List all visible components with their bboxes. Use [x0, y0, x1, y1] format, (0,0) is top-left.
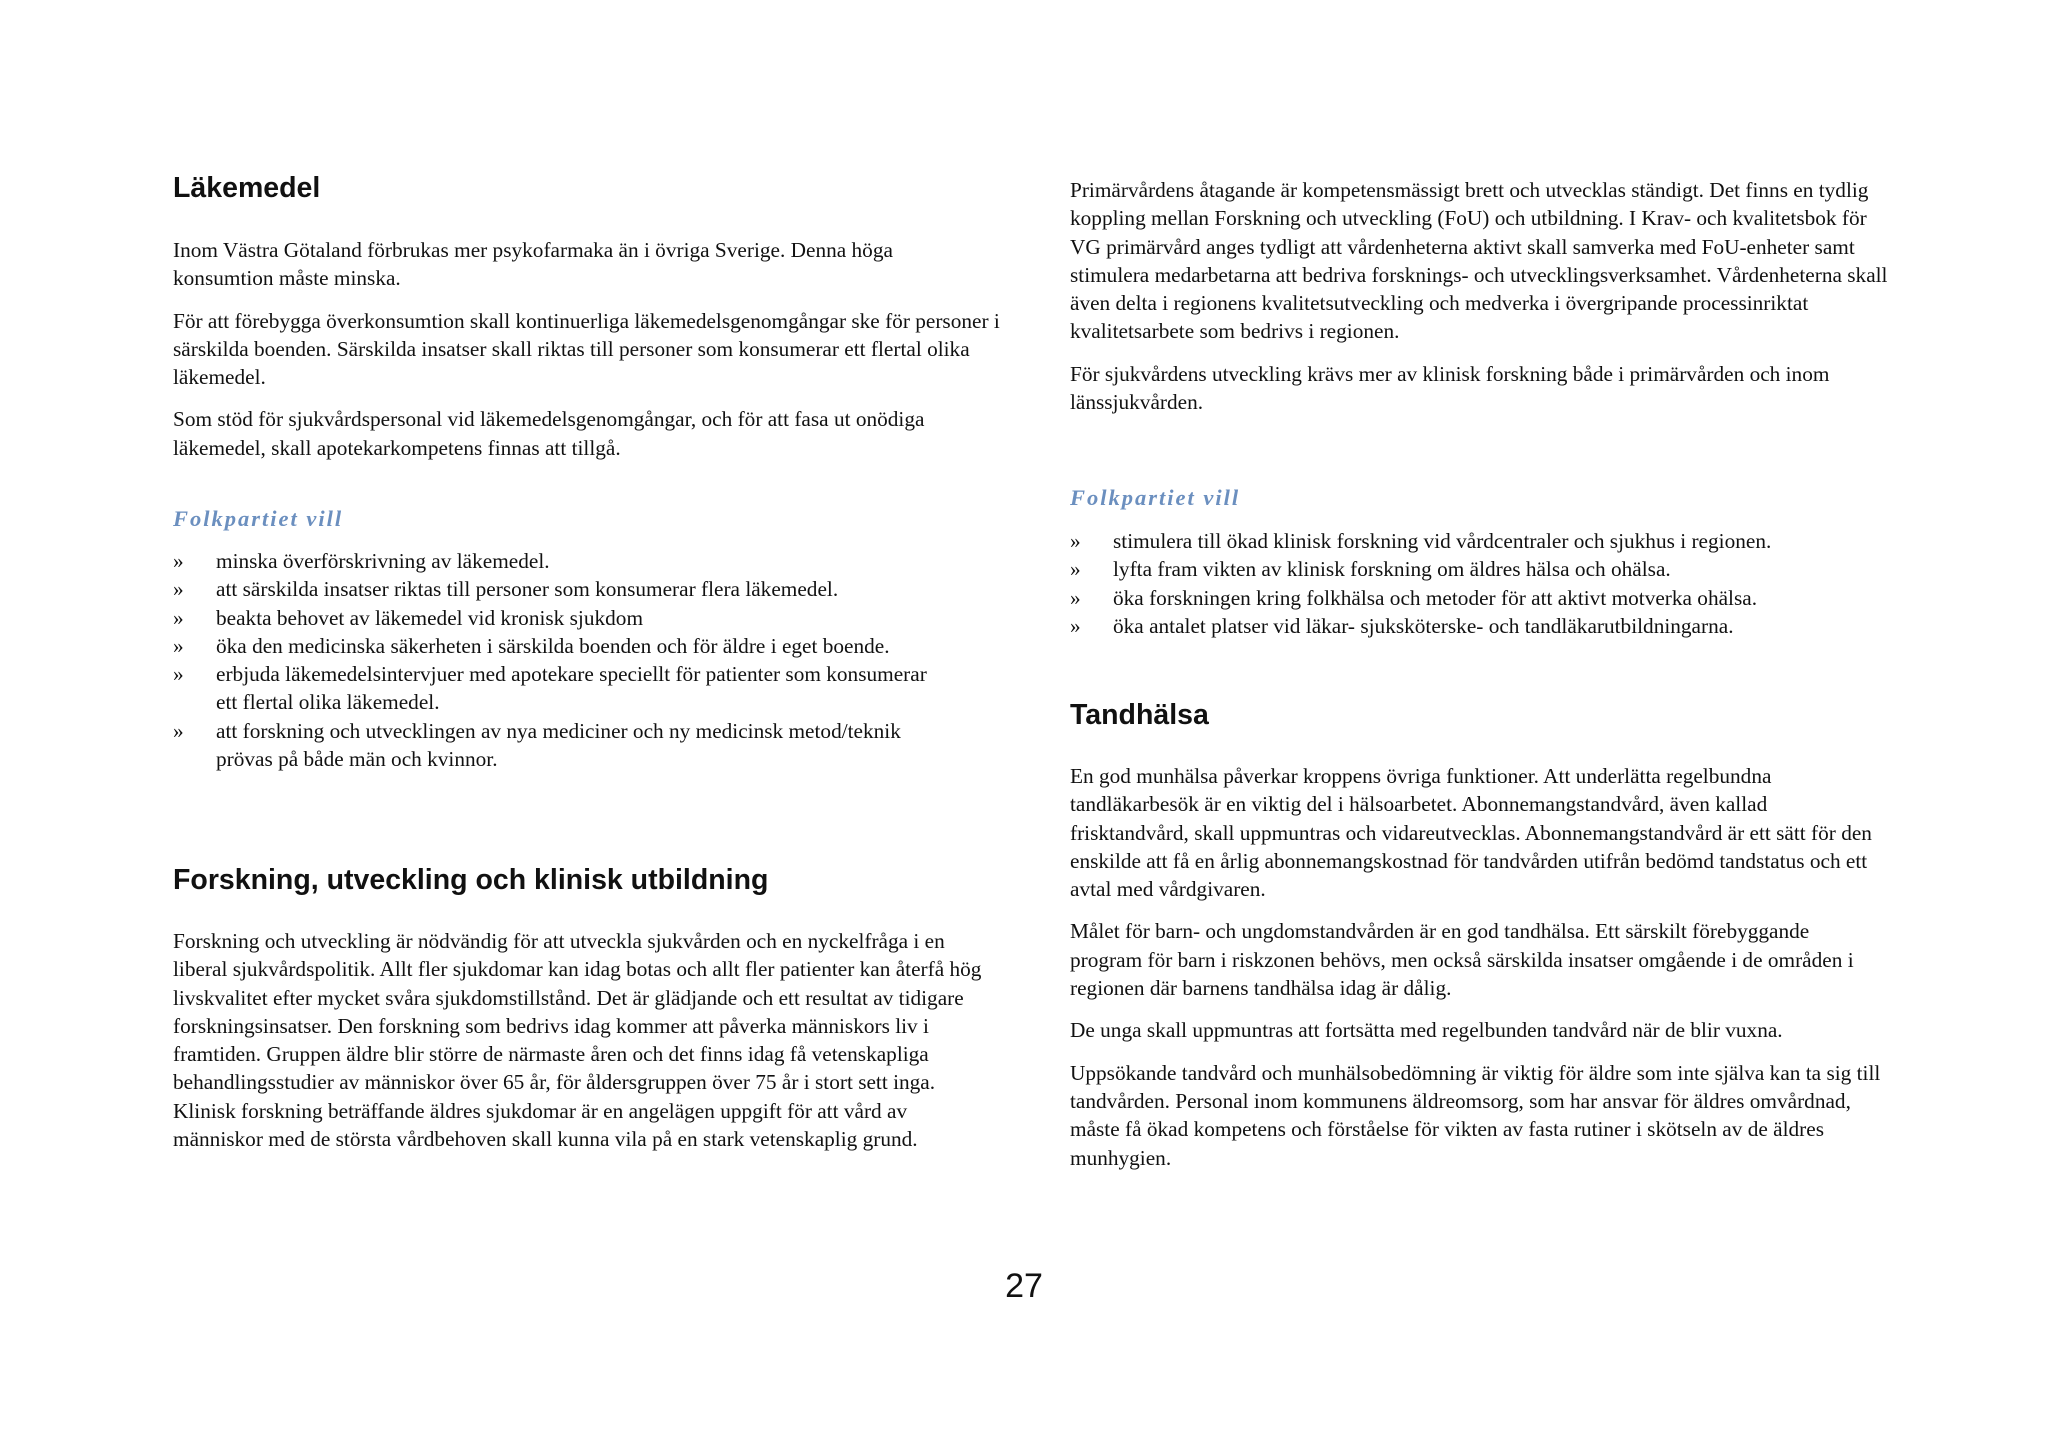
bullet-marker: » [173, 633, 184, 658]
list-item [173, 632, 953, 660]
forskning-bullet-list [1070, 527, 1890, 640]
list-item [1070, 555, 1890, 583]
list-item [173, 547, 963, 575]
subheading-folkpartiet-vill: Folkpartiet vill [173, 506, 344, 531]
list-item-text: minska överförskrivning av läkemedel. [216, 549, 550, 573]
paragraph: För att förebygga överkonsumtion skall kontinuerliga läkemedelsgenomgångar ske för personer i särskilda boenden. Särskilda insatser skall riktas till personer som konsumerar ett flertal olika läkemedel. [173, 308, 1000, 390]
paragraph: En god munhälsa påverkar kroppens övriga funktioner. Att underlätta regelbundna tandläkarbesök är en viktig del i hälsoarbetet. Abonnemangstandvård, även kallad frisktandvård, skall uppmuntras och vidareutvecklas. Abonnemangstandvård är ett sätt för den enskilde att få en årlig abonnemangskostnad för tandvården utifrån bedömd tandstatus och ett avtal med vårdgivaren. [1070, 764, 1872, 902]
bullet-marker: » [173, 549, 184, 573]
bullet-marker: » [173, 605, 184, 630]
bullet-marker: » [173, 718, 184, 743]
lakemedel-bullet-list [173, 547, 963, 773]
list-item-text: erbjuda läkemedelsintervjuer med apotekare speciellt för patienter som konsumerar ett flertal olika läkemedel. [216, 662, 927, 715]
bullet-marker: » [173, 662, 184, 687]
tandhalsa-body [1070, 762, 1890, 1186]
paragraph: Inom Västra Götaland förbrukas mer psykofarmaka än i övriga Sverige. Denna höga konsumtion måste minska. [173, 238, 893, 291]
forskning-continued-body [1070, 176, 1890, 430]
list-item [173, 660, 953, 717]
heading-tandhalsa: Tandhälsa [1070, 699, 1209, 731]
lakemedel-body [173, 236, 1005, 476]
paragraph: Uppsökande tandvård och munhälsobedömning är viktig för äldre som inte själva kan ta sig till tandvården. Personal inom kommunens äldreomsorg, som har ansvar för äldres omvårdnad, måste få ökad kompetens och förståelse för vikten av fasta rutiner i skötseln av de äldres munhygien. [1070, 1060, 1881, 1170]
bullet-marker: » [1070, 585, 1081, 610]
list-item-text: stimulera till ökad klinisk forskning vid vårdcentraler och sjukhus i regionen. [1113, 529, 1772, 553]
heading-lakemedel: Läkemedel [173, 172, 321, 204]
list-item-text: lyfta fram vikten av klinisk forskning om äldres hälsa och ohälsa. [1113, 557, 1671, 582]
paragraph: För sjukvårdens utveckling krävs mer av klinisk forskning både i primärvården och inom länssjukvården. [1070, 361, 1830, 415]
forskning-body [173, 927, 1005, 1167]
paragraph: De unga skall uppmuntras att fortsätta med regelbunden tandvård när de blir vuxna. [1070, 1018, 1783, 1043]
list-item-text: att forskning och utvecklingen av nya mediciner och ny medicinsk metod/teknik prövas på både män och kvinnor. [216, 718, 901, 772]
list-item-text: beakta behovet av läkemedel vid kronisk sjukdom [216, 605, 644, 630]
list-item-text: öka forskningen kring folkhälsa och metoder för att aktivt motverka ohälsa. [1113, 585, 1758, 610]
list-item [1070, 612, 1890, 640]
heading-forskning: Forskning, utveckling och klinisk utbildning [173, 864, 769, 896]
list-item [173, 575, 963, 603]
bullet-marker: » [1070, 557, 1081, 582]
paragraph: Målet för barn- och ungdomstandvården är en god tandhälsa. Ett särskilt förebyggande program för barn i riskzonen behövs, men också särskilda insatser omgående i de områden i regionen där barnens tandhälsa idag är dålig. [1070, 919, 1854, 1001]
bullet-marker: » [173, 577, 184, 602]
list-item [1070, 527, 1890, 555]
list-item-text: öka antalet platser vid läkar- sjuksköterske- och tandläkarutbildningarna. [1113, 613, 1734, 638]
list-item [173, 604, 963, 632]
bullet-marker: » [1070, 529, 1081, 553]
list-item [1070, 584, 1890, 612]
list-item-text: att särskilda insatser riktas till personer som konsumerar flera läkemedel. [216, 577, 839, 602]
paragraph: Primärvårdens åtagande är kompetensmässigt brett och utvecklas ständigt. Det finns en tydlig koppling mellan Forskning och utveckling (FoU) och utbildning. I Krav- och kvalitetsbok för VG primärvård anges tydligt att vårdenheterna aktivt skall samverka med FoU-enheter samt stimulera medarbetarna att bedriva forsknings- och utvecklingsverksamhet. Vårdenheterna skall även delta i regionens kvalitetsutveckling och medverka i övergripande processinriktat kvalitetsarbete som bedrivs i regionen. [1070, 178, 1888, 344]
list-item [173, 717, 936, 774]
bullet-marker: » [1070, 613, 1081, 638]
page-number: 27 [1005, 1267, 1043, 1305]
subheading-folkpartiet-vill: Folkpartiet vill [1070, 485, 1241, 510]
paragraph: Som stöd för sjukvårdspersonal vid läkemedelsgenomgångar, och för att fasa ut onödiga läkemedel, skall apotekarkompetens finnas att tillgå. [173, 407, 925, 460]
paragraph: Forskning och utveckling är nödvändig för att utveckla sjukvården och en nyckelfråga i en liberal sjukvårdspolitik. Allt fler sjukdomar kan idag botas och allt fler patienter kan återfå hög livskvalitet efter mycket svåra sjukdomstillstånd. Det är glädjande och ett resultat av tidigare forskningsinsatser. Den forskning som bedrivs idag kommer att påverka människors liv i framtiden. Gruppen äldre blir större de närmaste åren och det finns idag få vetenskapliga behandlingsstudier av människor över 65 år, för åldersgruppen över 75 år i stort sett inga. Klinisk forskning beträffande äldres sjukdomar är en angelägen uppgift för att vård av människor med de största vårdbehoven skall kunna vila på en stark vetenskaplig grund. [173, 929, 982, 1152]
list-item-text: öka den medicinska säkerheten i särskilda boenden och för äldre i eget boende. [216, 633, 890, 658]
